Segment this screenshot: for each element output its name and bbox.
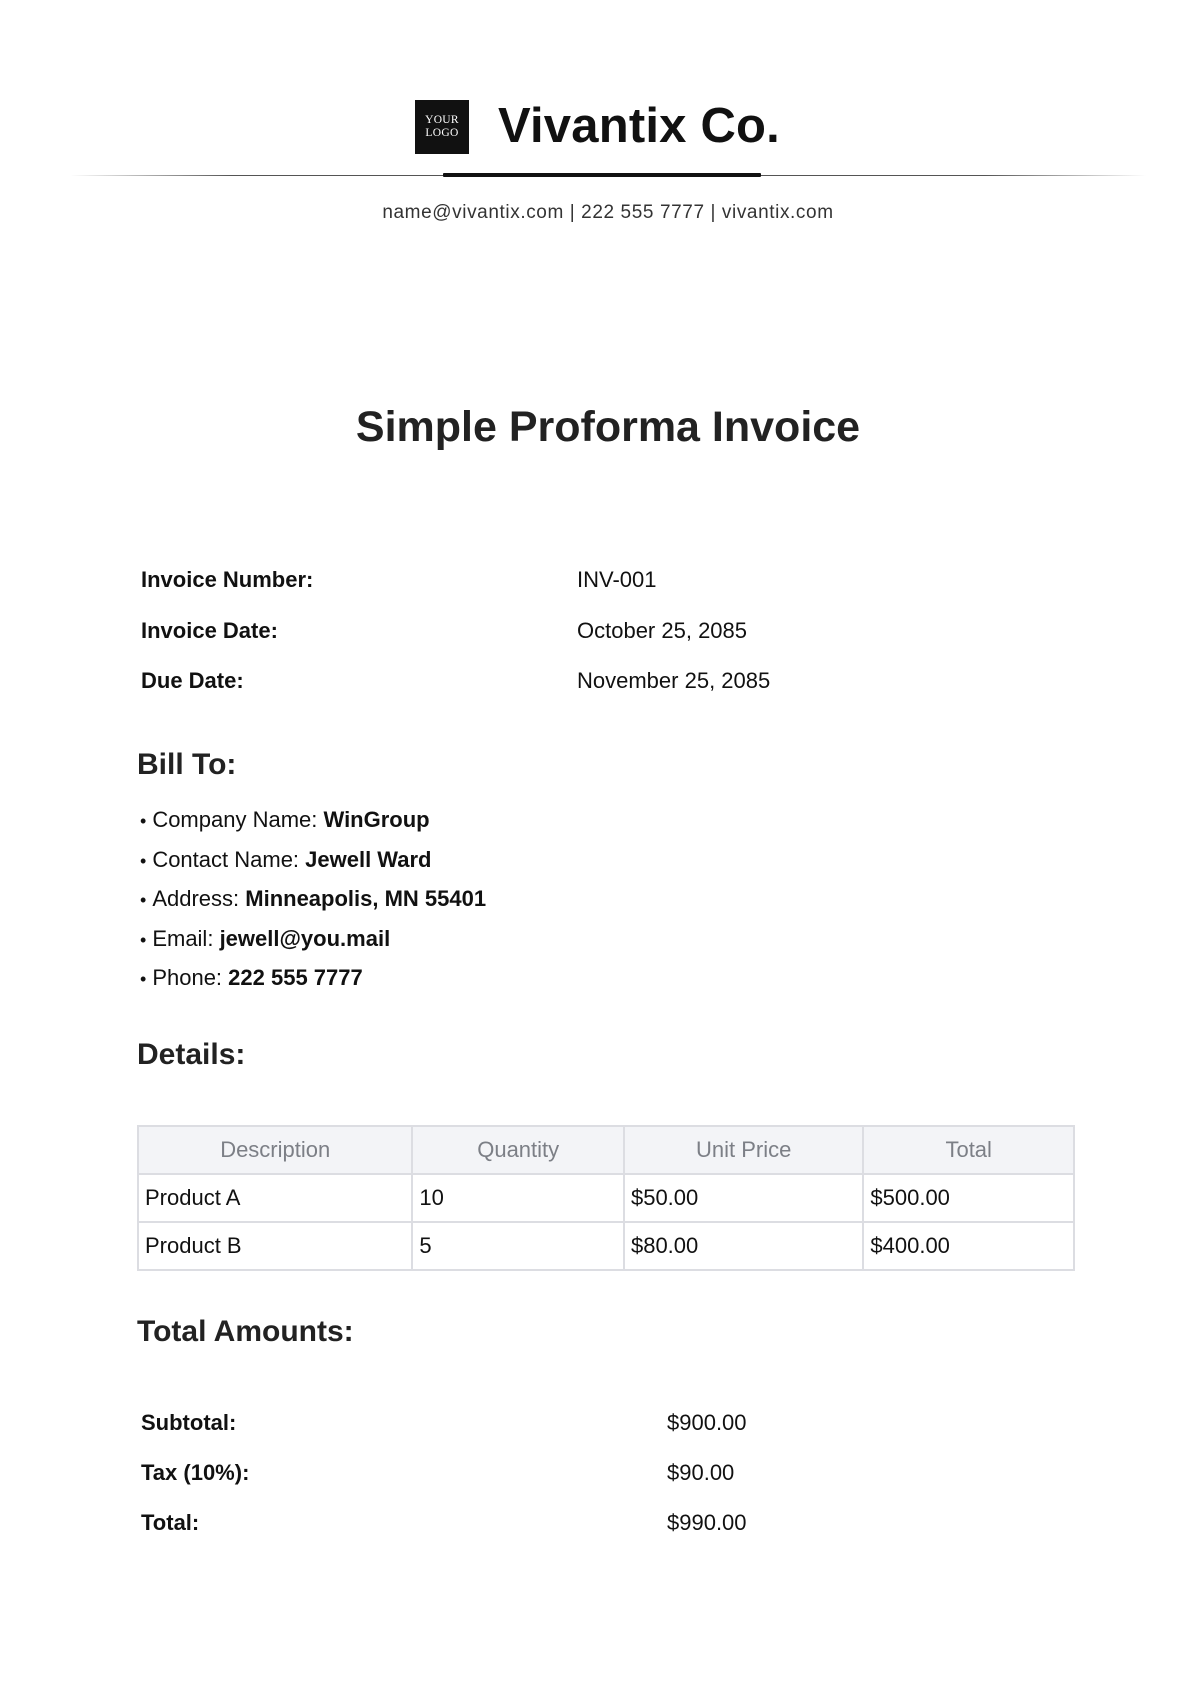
bill-to-phone: • Phone: 222 555 7777: [140, 965, 363, 990]
bill-to-company-label: Company Name:: [152, 807, 324, 832]
table-row: [138, 1222, 1074, 1270]
invoice-number-label: Invoice Number:: [141, 567, 314, 592]
contact-line: name@vivantix.com | 222 555 7777 | vivantix.com: [382, 202, 834, 223]
bill-to-contact: • Contact Name: Jewell Ward: [140, 846, 432, 872]
bill-to-list: [140, 800, 486, 998]
bill-to-company-value: WinGroup: [323, 807, 430, 832]
bill-to-contact-label: Contact Name:: [152, 846, 306, 872]
details-heading: Details:: [137, 1038, 246, 1071]
total-amounts-heading: Total Amounts:: [137, 1315, 354, 1348]
tax-value: $90.00: [667, 1460, 735, 1485]
cell-total: $400.00: [863, 1222, 1074, 1270]
bill-to-address-value: Minneapolis, MN 55401: [245, 886, 487, 911]
bill-to-heading: Bill To:: [137, 748, 237, 781]
column-header-quantity: Quantity: [412, 1126, 624, 1174]
due-date-value: November 25, 2085: [577, 668, 771, 693]
logo-line-2: LOGO: [425, 127, 459, 139]
column-header-description: Description: [138, 1126, 412, 1174]
bill-to-address-label: Address:: [152, 886, 246, 911]
total-value: $990.00: [667, 1510, 747, 1535]
document-title: Simple Proforma Invoice: [355, 403, 861, 451]
company-logo: [415, 100, 469, 154]
cell-quantity: 5: [412, 1222, 624, 1270]
invoice-date-label: Invoice Date:: [141, 618, 278, 643]
tax-label: Tax (10%):: [141, 1460, 250, 1485]
bill-to-email-label: Email:: [152, 925, 220, 951]
bill-to-email: • Email: jewell@you.mail: [140, 925, 391, 951]
company-name: Vivantix Co.: [498, 99, 780, 153]
cell-description: Product A: [138, 1174, 412, 1222]
logo-line-1: YOUR: [425, 114, 459, 126]
bill-to-phone-value: 222 555 7777: [228, 965, 363, 990]
header-divider-accent: [443, 173, 761, 177]
cell-total: $500.00: [863, 1174, 1074, 1222]
invoice-number-value: INV-001: [577, 567, 657, 592]
subtotal-label: Subtotal:: [141, 1410, 237, 1435]
bill-to-company: • Company Name: WinGroup: [140, 807, 430, 832]
cell-quantity: 10: [412, 1174, 624, 1222]
total-label: Total:: [141, 1510, 200, 1535]
due-date-label: Due Date:: [141, 668, 244, 693]
column-header-unit-price: Unit Price: [624, 1126, 863, 1174]
cell-unit-price: $80.00: [624, 1222, 863, 1270]
subtotal-value: $900.00: [667, 1410, 747, 1435]
bill-to-address: • Address: Minneapolis, MN 55401: [140, 886, 487, 911]
bill-to-phone-label: Phone:: [152, 965, 229, 990]
cell-description: Product B: [138, 1222, 412, 1270]
column-header-total: Total: [863, 1126, 1074, 1174]
table-header-row: [138, 1126, 1074, 1174]
bill-to-contact-value: Jewell Ward: [305, 846, 432, 872]
cell-unit-price: $50.00: [624, 1174, 863, 1222]
details-table: [137, 1125, 1075, 1271]
table-row: [138, 1174, 1074, 1222]
invoice-date-value: October 25, 2085: [577, 618, 748, 643]
bill-to-email-value: jewell@you.mail: [219, 925, 391, 951]
